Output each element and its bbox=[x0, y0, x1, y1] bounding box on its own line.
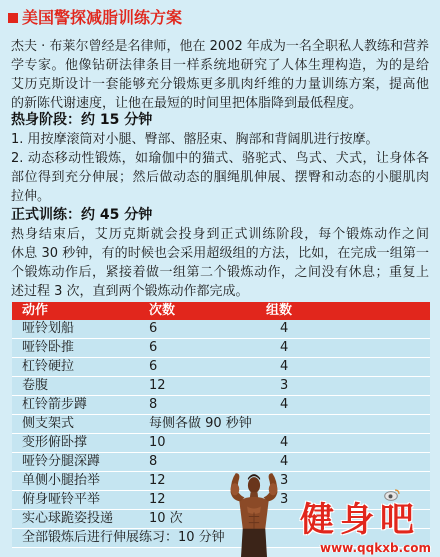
warmup-item-line: 部位得到充分伸展；然后做动态的腘绳肌伸展、摆臀和动态的小腿肌肉 bbox=[11, 170, 429, 185]
intro-paragraph bbox=[11, 37, 429, 113]
reps-cell: 每侧各做 90 秒钟 bbox=[149, 416, 252, 431]
main-training-heading: 正式训练：约 45 分钟 bbox=[11, 207, 153, 223]
exercise-cell: 俯身哑铃平举 bbox=[22, 492, 101, 507]
reps-cell: 12 bbox=[149, 473, 166, 488]
warmup-list bbox=[11, 130, 429, 206]
table-row bbox=[12, 415, 430, 434]
main-training-line: 述过程 3 次，直到两个锻炼动作都完成。 bbox=[11, 284, 249, 299]
header-sets: 组数 bbox=[266, 303, 293, 318]
reps-cell: 10 次 bbox=[149, 511, 183, 526]
reps-cell: 12 bbox=[149, 378, 166, 393]
table-row bbox=[12, 339, 430, 358]
main-training-line: 热身结束后，艾历克斯就会投身到正式训练阶段，每个锻炼动作之间 bbox=[11, 227, 429, 242]
table-row bbox=[12, 377, 430, 396]
reps-cell: 6 bbox=[149, 340, 158, 355]
exercise-cell: 哑铃卧推 bbox=[22, 340, 75, 355]
exercise-cell: 侧支架式 bbox=[22, 416, 75, 431]
exercise-cell: 单侧小腿抬举 bbox=[22, 473, 101, 488]
exercise-cell: 杠铃硬拉 bbox=[22, 359, 75, 374]
table-row bbox=[12, 396, 430, 415]
sets-cell: 4 bbox=[280, 321, 289, 336]
sets-cell: 4 bbox=[280, 340, 289, 355]
intro-line: 艾历克斯设计一套能够充分锻炼更多肌肉纤维的力量训练方案，提高他 bbox=[11, 77, 429, 92]
main-training-line: 个锻炼动作后，紧接着做一组第二个锻炼动作，之间没有休息；重复上 bbox=[11, 265, 429, 280]
exercise-cell: 变形俯卧撑 bbox=[22, 435, 88, 450]
main-training-line: 休息 30 秒钟，有的时候也会采用超级组的方法，比如，在完成一组第一 bbox=[11, 246, 429, 261]
exercise-cell: 实心球跪姿投递 bbox=[22, 511, 114, 526]
watermark-url: www.qqkxb.com bbox=[320, 541, 431, 555]
header-exercise: 动作 bbox=[22, 303, 49, 318]
reps-cell: 6 bbox=[149, 321, 158, 336]
table-row bbox=[12, 358, 430, 377]
table-header-row bbox=[12, 302, 430, 320]
warmup-item-line: 拉伸。 bbox=[11, 189, 51, 204]
reps-cell: 8 bbox=[149, 397, 158, 412]
stretch-note: 全部锻炼后进行伸展练习：10 分钟 bbox=[22, 530, 225, 545]
reps-cell: 8 bbox=[149, 454, 158, 469]
main-training-paragraph bbox=[11, 225, 429, 301]
sets-cell: 3 bbox=[280, 492, 289, 507]
warmup-item-line: 1. 用按摩滚筒对小腿、臀部、髂胫束、胸部和背阔肌进行按摩。 bbox=[11, 132, 379, 147]
page-title: 美国警探减脂训练方案 bbox=[22, 8, 183, 27]
sets-cell: 4 bbox=[280, 359, 289, 374]
table-row bbox=[12, 434, 430, 453]
table-row bbox=[12, 453, 430, 472]
intro-line: 杰夫 · 布莱尔曾经是名律师，他在 2002 年成为一名全职私人教练和营养 bbox=[11, 39, 429, 54]
watermark-site-name: 健身吧 bbox=[300, 500, 420, 540]
exercise-cell: 杠铃箭步蹲 bbox=[22, 397, 88, 412]
reps-cell: 10 bbox=[149, 435, 166, 450]
warmup-heading: 热身阶段：约 15 分钟 bbox=[11, 112, 153, 128]
warmup-item-line: 2. 动态移动性锻炼，如瑜伽中的猫式、骆驼式、鸟式、犬式，让身体各 bbox=[11, 151, 429, 166]
intro-line: 学专家。他像钻研法律条目一样系统地研究了人体生理构造，为的是给 bbox=[11, 58, 429, 73]
header-reps: 次数 bbox=[149, 303, 176, 318]
reps-cell: 6 bbox=[149, 359, 158, 374]
reps-cell: 12 bbox=[149, 492, 166, 507]
exercise-cell: 卷腹 bbox=[22, 378, 49, 393]
sets-cell: 4 bbox=[280, 454, 289, 469]
table-row bbox=[12, 320, 430, 339]
table-row bbox=[12, 472, 430, 491]
exercise-cell: 哑铃划船 bbox=[22, 321, 75, 336]
bodybuilder-photo bbox=[228, 466, 280, 557]
sets-cell: 4 bbox=[280, 397, 289, 412]
sets-cell: 3 bbox=[280, 473, 289, 488]
red-square-bullet-icon bbox=[8, 13, 18, 23]
sets-cell: 3 bbox=[280, 378, 289, 393]
intro-line: 的新陈代谢速度，让他在最短的时间里把体脂降到最低程度。 bbox=[11, 96, 363, 111]
sets-cell bbox=[264, 415, 430, 433]
exercise-cell: 哑铃分腿深蹲 bbox=[22, 454, 101, 469]
sets-cell: 4 bbox=[280, 435, 289, 450]
